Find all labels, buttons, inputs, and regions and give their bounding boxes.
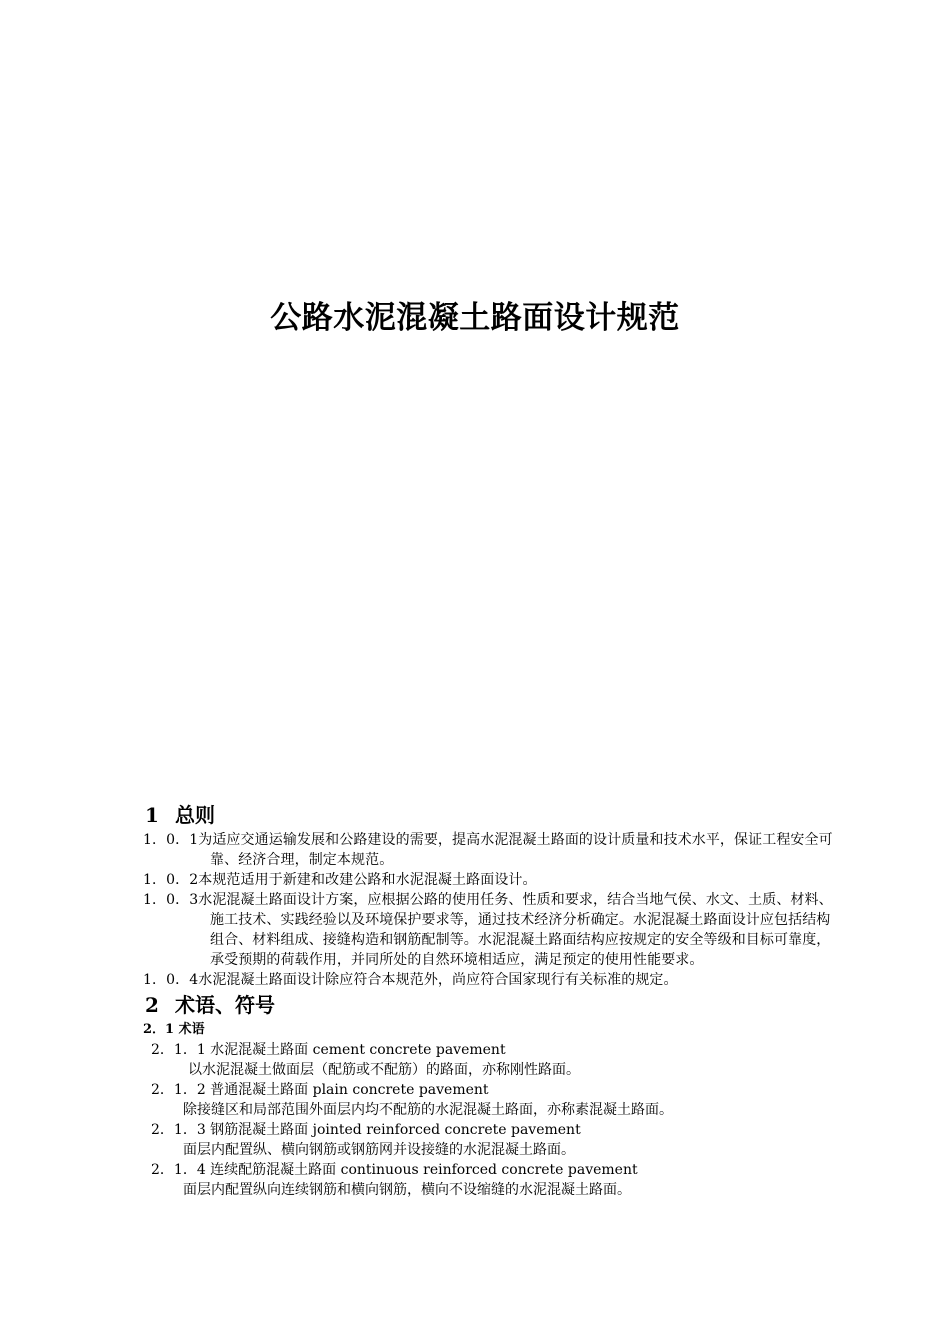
section-title: 总则 (175, 803, 215, 827)
section-heading-general (143, 800, 833, 830)
clause-number: 1．0．4 (143, 972, 199, 988)
clause-text: 水泥混凝土路面设计除应符合本规范外，尚应符合国家现行有关标准的规定。 (198, 972, 678, 988)
clause-number: 1．0．2 (143, 872, 199, 888)
term-definition: 面层内配置纵、横向钢筋或钢筋网并设接缝的水泥混凝土路面。 (183, 1142, 575, 1158)
subsection-heading-terms: 2．1 术语 (143, 1022, 205, 1037)
term-definition: 除接缝区和局部范围外面层内均不配筋的水泥混凝土路面，亦称素混凝土路面。 (183, 1102, 673, 1118)
term-definition: 以水泥混凝土做面层（配筋或不配筋）的路面，亦称刚性路面。 (188, 1062, 580, 1078)
section-heading-terms (143, 990, 833, 1020)
clause-text: 为适应交通运输发展和公路建设的需要，提高水泥混凝土路面的设计质量和技术水平，保证工程安全可靠、经济合理，制定本规范。 (198, 832, 833, 868)
clause-text: 水泥混凝土路面设计方案，应根据公路的使用任务、性质和要求，结合当地气侯、水文、土质、材料、施工技术、实践经验以及环境保护要求等，通过技术经济分析确定。水泥混凝土路面设计应包括结构组合、材料组成、接缝构造和钢筋配制等。水泥混凝土路面结构应按规定的安全等级和目标可靠度，承受预期的荷载作用，并同所处的自然环境相适应，满足预定的使用性能要求。 (198, 892, 833, 968)
clause-number: 1．0．1 (143, 832, 199, 848)
clause-1-0-3 (143, 890, 833, 970)
section-number: 1 (145, 803, 159, 827)
document-body (143, 800, 833, 1200)
clause-1-0-2 (143, 870, 833, 890)
section-number: 2 (145, 993, 159, 1017)
term-2-1-3: 2．1．3 钢筋混凝土路面 jointed reinforced concrete pavement (151, 1122, 581, 1138)
term-2-1-1: 2．1．1 水泥混凝土路面 cement concrete pavement (151, 1042, 506, 1058)
clause-1-0-1 (143, 830, 833, 870)
clause-text: 本规范适用于新建和改建公路和水泥混凝土路面设计。 (198, 872, 537, 888)
term-2-1-4: 2．1．4 连续配筋混凝土路面 continuous reinforced concrete pavement (151, 1162, 638, 1178)
document-title: 公路水泥混凝土路面设计规范 (270, 300, 680, 336)
section-title: 术语、符号 (175, 993, 275, 1017)
term-definition: 面层内配置纵向连续钢筋和横向钢筋，横向不设缩缝的水泥混凝土路面。 (183, 1182, 631, 1198)
clause-1-0-4 (143, 970, 833, 990)
term-2-1-2: 2．1．2 普通混凝土路面 plain concrete pavement (151, 1082, 489, 1098)
clause-number: 1．0．3 (143, 892, 199, 908)
